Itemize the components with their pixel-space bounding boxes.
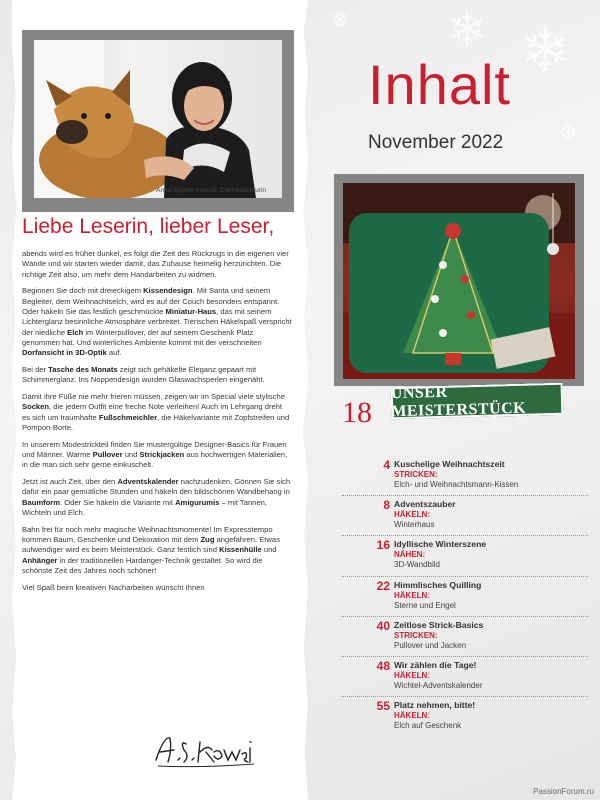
snowflake-decoration: ❅ bbox=[330, 6, 351, 34]
toc-title: Idyllische Winterszene bbox=[394, 539, 487, 550]
text-run: , die Häkelvariante mit Zopfstreifen und Pompon-Borte. bbox=[22, 412, 290, 432]
editorial-paragraph: abends wird es früher dunkel, es folgt die Zeit des Rückzugs in die eigenen vier Wände und wir starten wieder damit, das Zuhause heimelig herzurichten. Die richtige Zeit also, um mehr dem Handarbeiten zu widmen. bbox=[22, 249, 289, 279]
toc-category: HÄKELN: bbox=[394, 711, 430, 721]
editorial-paragraph bbox=[22, 525, 292, 576]
editor-with-dog-image bbox=[34, 40, 282, 198]
text-run: Bei der bbox=[22, 364, 49, 374]
highlighted-term: Amigurumis bbox=[175, 497, 220, 507]
text-run: , die jedem Outfit eine freche Note verleihen! Auch im Lehrgang dreht es sich um traumhafte bbox=[22, 402, 283, 422]
toc-title: Wir zählen die Tage! bbox=[394, 659, 477, 670]
issue-date: November 2022 bbox=[368, 132, 504, 153]
editor-photo-frame bbox=[22, 30, 294, 212]
toc-category: HÄKELN: bbox=[394, 510, 430, 520]
page-title: Inhalt bbox=[368, 53, 511, 116]
highlighted-term: Kissendesign bbox=[143, 286, 193, 296]
toc-description: Elch auf Geschenk bbox=[394, 721, 462, 731]
text-run: – mit Tannen, Wichteln und Elch. bbox=[22, 497, 267, 518]
highlighted-term: Zug bbox=[200, 535, 215, 545]
feature-banner-label: UNSER MEISTERSTÜCK bbox=[390, 383, 527, 421]
toc-page-number: 16 bbox=[376, 538, 390, 553]
text-run: . Oder Sie häkeln die Variante mit bbox=[59, 497, 176, 507]
feature-banner bbox=[391, 383, 564, 419]
text-run: angefahren. Etwas aufwendiger wird es beim Meisterstück. Ganz festlich sind bbox=[22, 535, 280, 555]
highlighted-term: Fußschmeichler bbox=[98, 412, 158, 422]
feature-image[interactable] bbox=[343, 183, 575, 379]
photo-caption: Anna-Sophie Kowski, Chefredakteurin bbox=[156, 187, 266, 194]
toc-page-number: 55 bbox=[376, 699, 390, 714]
highlighted-term: Kissenhülle bbox=[219, 545, 262, 555]
highlighted-term: Elch bbox=[67, 327, 84, 337]
toc-title: Platz nehmen, bitte! bbox=[394, 700, 476, 711]
highlighted-term: Strickjacken bbox=[139, 450, 185, 460]
highlighted-term: Anhänger bbox=[22, 555, 58, 565]
toc-category: HÄKELN: bbox=[394, 590, 430, 600]
highlighted-term: Dorfansicht in 3D-Optik bbox=[22, 348, 107, 358]
editor-photo bbox=[34, 40, 282, 198]
editorial-paragraph bbox=[22, 365, 292, 386]
text-run: und bbox=[122, 450, 140, 460]
signature-image bbox=[150, 730, 260, 770]
feature-page-number: 18 bbox=[342, 396, 372, 429]
text-run: nachzudenken. Gönnen Sie sich dafür ein paar gemütliche Stunden und häkeln den bildschönen Wandbehang in bbox=[22, 477, 291, 497]
toc-category: STRICKEN: bbox=[394, 470, 438, 479]
snowflake-decoration: ❆ bbox=[560, 120, 577, 144]
text-run: In unserem Modestrickteil finden Sie mustergültige Designer-Basics für Frauen und Männer. Warme bbox=[22, 439, 287, 460]
toc-page-number: 8 bbox=[383, 498, 390, 513]
text-run: aus hochwertigen Materialien, in die man sich sehr gerne einkuschelt. bbox=[22, 450, 288, 470]
toc-item[interactable] bbox=[342, 538, 588, 578]
highlighted-term: Socken bbox=[22, 402, 50, 412]
toc-title: Kuschelige Weihnachtszeit bbox=[394, 459, 505, 469]
toc-category: HÄKELN: bbox=[394, 670, 430, 680]
christmas-tree-cushion-image bbox=[343, 183, 575, 379]
feature-image-frame[interactable] bbox=[334, 174, 584, 386]
toc-title: Adventszauber bbox=[394, 499, 456, 510]
toc-description: 3D-Wandbild bbox=[394, 560, 440, 570]
toc-description: Sterne und Engel bbox=[394, 600, 456, 610]
toc-description: Wichtel-Adventskalender bbox=[394, 680, 483, 690]
toc-category: NÄHEN: bbox=[394, 550, 426, 560]
toc-description: Winterhaus bbox=[394, 520, 435, 530]
toc-page-number: 4 bbox=[383, 458, 390, 472]
text-run: in der traditionellen Hardanger-Technik gestaltet. So wird die schönste Zeit des Jahres noch schöner! bbox=[22, 555, 263, 576]
text-run: zeigt sich gehäkelte Eleganz gepaart mit Schimmerglanz. Ins Noppendesign wurden Glaswachsperlen eingenäht. bbox=[22, 364, 265, 385]
toc-item[interactable] bbox=[342, 458, 588, 498]
text-run: Damit ihre Füße nie mehr frieren müssen, zeigen wir im Special viele stylische bbox=[22, 392, 285, 402]
watermark: PassionForum.ru bbox=[533, 787, 594, 796]
highlighted-term: Miniatur-Haus bbox=[165, 306, 217, 316]
toc-page-number: 40 bbox=[376, 618, 390, 633]
table-of-contents bbox=[342, 458, 588, 739]
highlighted-term: Adventskalender bbox=[117, 477, 179, 487]
editorial-paragraph bbox=[22, 286, 292, 358]
toc-description: Pullover und Jacken bbox=[394, 640, 467, 650]
editorial-body bbox=[22, 249, 292, 600]
text-run: . Mit Santa und seinem Begleiter, dem Weihnachtselch, wird es auf der Couch besonders entspannt. Oder häkeln Sie das festlich geschmückte bbox=[22, 286, 280, 316]
toc-item[interactable] bbox=[342, 619, 588, 659]
text-run: im Winterpullover, der auf seinem Geschenk Platz genommen hat. Und winterliches Ambiente kommt mit der verschneiten bbox=[22, 327, 262, 347]
toc-item[interactable] bbox=[342, 498, 588, 538]
toc-item[interactable] bbox=[342, 699, 588, 739]
toc-page-number: 22 bbox=[376, 578, 390, 593]
toc-page-number: 48 bbox=[376, 658, 390, 673]
toc-item[interactable] bbox=[342, 579, 588, 619]
text-run: auf. bbox=[106, 348, 122, 358]
toc-category: STRICKEN: bbox=[394, 630, 438, 640]
toc-item[interactable] bbox=[342, 659, 588, 699]
editorial-paragraph bbox=[22, 392, 292, 433]
closing-line: Viel Spaß beim kreativen Nacharbeiten wünscht Ihnen bbox=[22, 582, 205, 592]
highlighted-term: Baumform bbox=[22, 497, 60, 507]
text-run: , das mit seinem Lichterglanz besinnliche Atmosphäre verbreitet. Tierischen Häkelspaß verspricht der niedliche bbox=[22, 306, 292, 337]
highlighted-term: Tasche des Monats bbox=[48, 364, 118, 374]
text-run: Bahn frei für noch mehr magische Weihnachtsmomente! Im Expresstempo kommen Baum, Geschenke und Dekoration mit dem bbox=[22, 524, 273, 545]
highlighted-term: Pullover bbox=[92, 450, 123, 460]
text-run: und bbox=[261, 545, 277, 555]
toc-title: Zeitlose Strick-Basics bbox=[394, 619, 484, 630]
snowflake-decoration: ❄ bbox=[448, 2, 487, 56]
text-run: Jetzt ist auch Zeit, über den bbox=[22, 477, 118, 487]
editorial-paragraph bbox=[22, 477, 292, 518]
editorial-paragraph bbox=[22, 440, 292, 471]
snowflake-decoration: ❄ bbox=[520, 16, 571, 86]
toc-title: Himmlisches Quilling bbox=[394, 579, 482, 590]
toc-description: Elch- und Weihnachtsmann-Kissen bbox=[394, 480, 519, 489]
greeting-heading: Liebe Leserin, lieber Leser, bbox=[22, 215, 275, 238]
text-run: Beginnen Sie doch mit dreieckigem bbox=[22, 286, 144, 296]
